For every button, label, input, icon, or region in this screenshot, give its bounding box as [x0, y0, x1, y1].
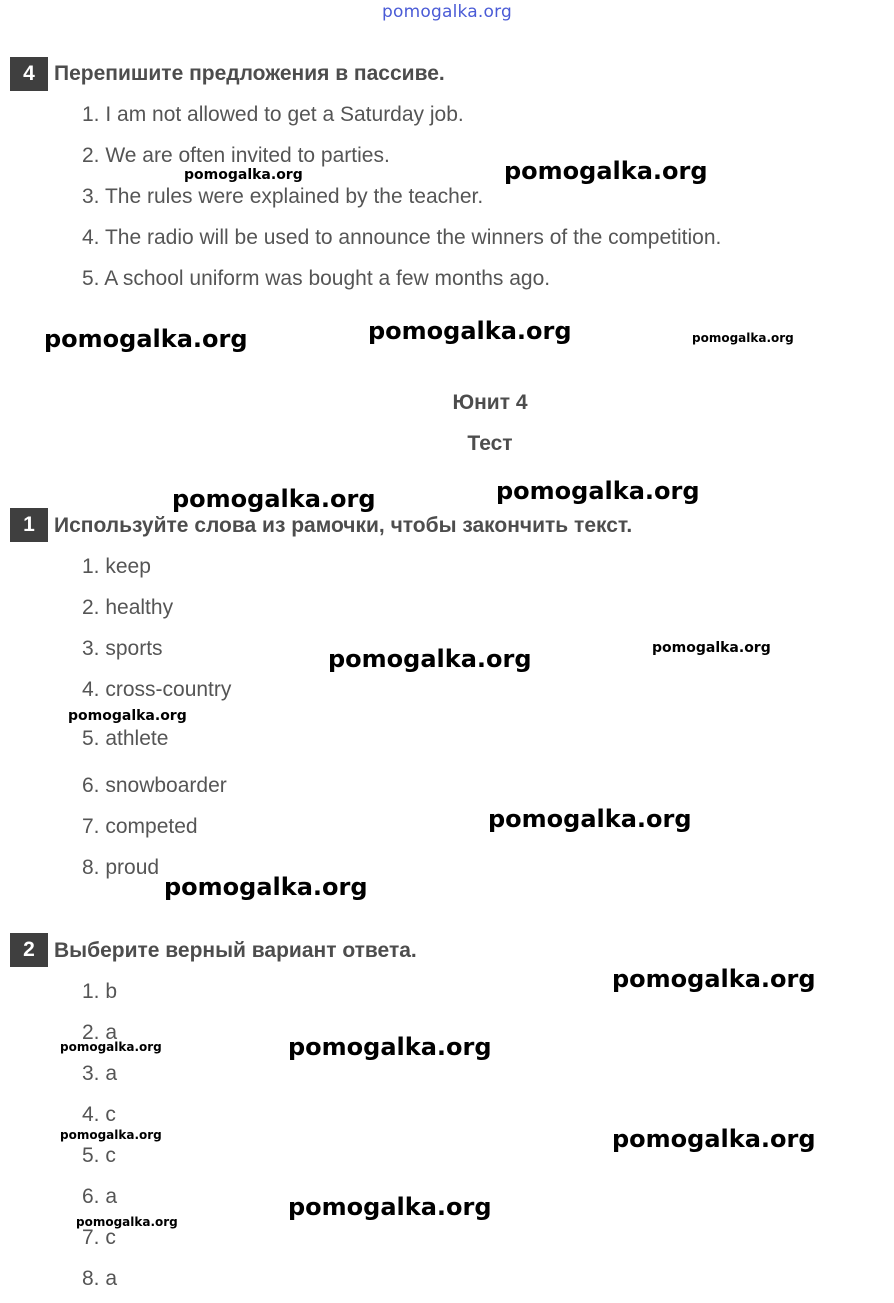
- task-1-item: 7. competed: [82, 815, 198, 838]
- task-1-item: 5. athlete: [82, 727, 169, 750]
- task-1-item: 8. proud: [82, 856, 160, 879]
- watermark: pomogalka.org: [496, 477, 700, 505]
- task-1-item: 6. snowboarder: [82, 774, 227, 797]
- watermark: pomogalka.org: [504, 157, 708, 185]
- task-4-item: 2. We are often invited to parties.: [82, 144, 390, 167]
- unit-subtitle: Тест: [467, 432, 513, 455]
- task-1-item: 4. cross-country: [82, 678, 232, 701]
- task-2-number-badge: 2: [10, 933, 48, 967]
- task-2-item: 2. a: [82, 1021, 118, 1044]
- watermark: pomogalka.org: [612, 1125, 816, 1153]
- task-2-item: 4. c: [82, 1103, 116, 1126]
- watermark: pomogalka.org: [652, 640, 771, 656]
- task-1-number-badge: 1: [10, 508, 48, 542]
- watermark: pomogalka.org: [44, 325, 248, 353]
- unit-title: Юнит 4: [452, 391, 528, 414]
- watermark: pomogalka.org: [76, 1215, 178, 1229]
- task-2-item: 1. b: [82, 980, 118, 1003]
- watermark: pomogalka.org: [488, 805, 692, 833]
- watermark: pomogalka.org: [68, 708, 187, 724]
- watermark: pomogalka.org: [612, 965, 816, 993]
- task-1-title: Используйте слова из рамочки, чтобы закончить текст.: [54, 514, 633, 537]
- task-2-item: 5. c: [82, 1144, 116, 1167]
- watermark: pomogalka.org: [60, 1040, 162, 1054]
- watermark: pomogalka.org: [288, 1193, 492, 1221]
- site-header-link[interactable]: pomogalka.org: [382, 2, 512, 22]
- task-4-item: 1. I am not allowed to get a Saturday job.: [82, 103, 464, 126]
- task-1-item: 1. keep: [82, 555, 151, 578]
- task-4-item: 5. A school uniform was bought a few months ago.: [82, 267, 551, 290]
- watermark: pomogalka.org: [60, 1128, 162, 1142]
- task-2-item: 3. a: [82, 1062, 118, 1085]
- watermark: pomogalka.org: [184, 167, 303, 183]
- task-4-number-badge: 4: [10, 57, 48, 91]
- task-2-item: 7. c: [82, 1226, 116, 1249]
- watermark: pomogalka.org: [164, 873, 368, 901]
- task-4-title: Перепишите предложения в пассиве.: [54, 62, 445, 85]
- watermark: pomogalka.org: [368, 317, 572, 345]
- task-2-title: Выберите верный вариант ответа.: [54, 939, 417, 962]
- watermark: pomogalka.org: [328, 645, 532, 673]
- task-1-item: 2. healthy: [82, 596, 174, 619]
- task-4-item: 3. The rules were explained by the teacher.: [82, 185, 484, 208]
- task-4-item: 4. The radio will be used to announce the winners of the competition.: [82, 226, 722, 249]
- task-2-item: 8. a: [82, 1267, 118, 1290]
- watermark: pomogalka.org: [288, 1033, 492, 1061]
- watermark: pomogalka.org: [692, 331, 794, 345]
- task-2-item: 6. a: [82, 1185, 118, 1208]
- watermark: pomogalka.org: [172, 485, 376, 513]
- task-1-item: 3. sports: [82, 637, 163, 660]
